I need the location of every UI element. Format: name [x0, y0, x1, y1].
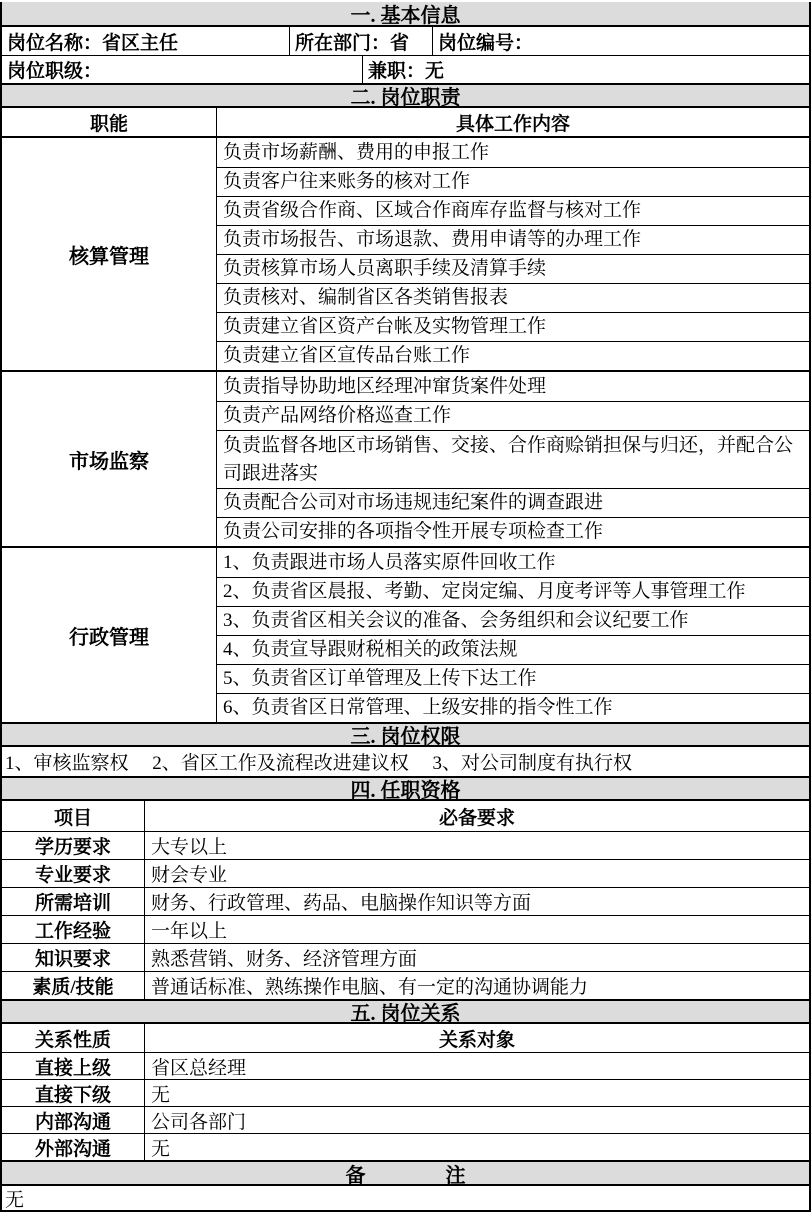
- qualifications-header-row: [2, 801, 809, 831]
- duty-item: 1、负责跟进市场人员落实原件回收工作: [223, 551, 556, 573]
- duty-group-administration: [2, 546, 809, 722]
- duty-item: 5、负责省区订单管理及上传下达工作: [217, 664, 809, 693]
- duty-item: 负责市场薪酬、费用的申报工作: [223, 141, 490, 163]
- rel-row-value: 无: [151, 1084, 171, 1106]
- section-title-duties: 二. 岗位职责: [2, 83, 809, 108]
- qual-row-label: 素质/技能: [2, 972, 145, 999]
- duty-item: 3、负责省区相关会议的准备、会务组织和会议纪要工作: [217, 606, 809, 635]
- qual-row-value: 熟悉营销、财务、经济管理方面: [151, 949, 418, 970]
- rel-row-label: 外部沟通: [2, 1134, 145, 1160]
- qualification-row: [2, 859, 809, 887]
- field-position-name: 岗位名称：省区主任: [7, 32, 179, 54]
- basic-info-row-2: [2, 55, 809, 83]
- duty-group-items: [217, 138, 809, 370]
- duty-item: 6、负责省区日常管理、上级安排的指令性工作: [217, 693, 809, 722]
- field-department: 所在部门：省: [289, 27, 432, 55]
- duty-item: 负责指导协助地区经理冲窜货案件处理: [223, 375, 547, 397]
- duty-item: 负责核对、编制省区各类销售报表: [217, 283, 809, 312]
- relation-row: [2, 1106, 809, 1133]
- qual-col-header-item: 项目: [2, 801, 145, 831]
- duty-item: 负责核算市场人员离职手续及清算手续: [217, 254, 809, 283]
- qualification-row: [2, 943, 809, 971]
- duty-item: 负责建立省区宣传品台账工作: [217, 341, 809, 370]
- job-description-table: [0, 2, 811, 1212]
- qual-row-value: 大专以上: [151, 837, 228, 858]
- duty-item: 负责监督各地区市场销售、交接、合作商赊销担保与归还，并配合公司跟进落实: [217, 430, 809, 488]
- rel-row-label: 直接下级: [2, 1080, 145, 1106]
- rel-row-label: 内部沟通: [2, 1107, 145, 1133]
- duty-group-label: 行政管理: [2, 548, 217, 722]
- qual-row-label: 工作经验: [2, 916, 145, 943]
- authority-row: [2, 747, 809, 776]
- field-position-rank: 岗位职级：: [7, 61, 103, 82]
- duty-item: 负责配合公司对市场违规违纪案件的调查跟进: [217, 488, 809, 517]
- qualification-row: [2, 971, 809, 999]
- field-position-code: 岗位编号：: [432, 27, 809, 55]
- relation-row: [2, 1052, 809, 1079]
- qual-row-value: 财会专业: [151, 865, 228, 886]
- qual-col-header-requirement: 必备要求: [438, 807, 515, 829]
- rel-row-value: 无: [151, 1138, 171, 1160]
- duty-item: 负责产品网络价格巡查工作: [217, 401, 809, 430]
- duty-group-items: [217, 548, 809, 722]
- duties-col-header-content: 具体工作内容: [455, 113, 570, 135]
- qualification-row: [2, 887, 809, 915]
- qual-row-label: 所需培训: [2, 888, 145, 915]
- rel-row-value: 省区总经理: [151, 1057, 247, 1079]
- duty-item: 负责建立省区资产台帐及实物管理工作: [217, 312, 809, 341]
- section-title-remarks: 备 注: [2, 1160, 809, 1186]
- section-title-authority: 三. 岗位权限: [2, 722, 809, 747]
- qual-row-label: 知识要求: [2, 944, 145, 971]
- relation-row: [2, 1079, 809, 1106]
- basic-info-row-1: [2, 27, 809, 55]
- qual-row-label: 专业要求: [2, 860, 145, 887]
- duty-item: 负责市场报告、市场退款、费用申请等的办理工作: [217, 225, 809, 254]
- duties-header-row: [2, 108, 809, 136]
- duty-group-items: [217, 372, 809, 546]
- rel-col-header-target: 关系对象: [438, 1029, 515, 1051]
- qual-row-label: 学历要求: [2, 832, 145, 859]
- qual-row-value: 一年以上: [151, 921, 228, 942]
- remarks-row: [2, 1186, 809, 1210]
- duty-item: 负责公司安排的各项指令性开展专项检查工作: [217, 517, 809, 546]
- qualification-row: [2, 915, 809, 943]
- duty-item: 负责客户往来账务的核对工作: [217, 167, 809, 196]
- duty-group-market-supervision: [2, 370, 809, 546]
- qualification-row: [2, 831, 809, 859]
- section-title-basic-info: 一. 基本信息: [2, 2, 809, 27]
- relations-header-row: [2, 1024, 809, 1052]
- duty-group-accounting: [2, 136, 809, 370]
- qual-row-value: 财务、行政管理、药品、电脑操作知识等方面: [151, 893, 532, 914]
- rel-row-value: 公司各部门: [151, 1111, 247, 1133]
- relation-row: [2, 1133, 809, 1160]
- duty-group-label: 市场监察: [2, 372, 217, 546]
- duty-group-label: 核算管理: [2, 138, 217, 370]
- rel-col-header-nature: 关系性质: [2, 1024, 145, 1052]
- field-concurrent-post: 兼职：无: [362, 56, 809, 83]
- section-title-qualifications: 四. 任职资格: [2, 776, 809, 801]
- qual-row-value: 普通话标准、熟练操作电脑、有一定的沟通协调能力: [151, 977, 589, 998]
- rel-row-label: 直接上级: [2, 1053, 145, 1079]
- duties-col-header-function: 职能: [2, 108, 217, 136]
- duty-item: 负责省级合作商、区域合作商库存监督与核对工作: [217, 196, 809, 225]
- duty-item: 4、负责宣导跟财税相关的政策法规: [217, 635, 809, 664]
- section-title-relations: 五. 岗位关系: [2, 999, 809, 1024]
- authority-content: 1、审核监察权 2、省区工作及流程改进建议权 3、对公司制度有执行权: [5, 753, 633, 774]
- duty-item: 2、负责省区晨报、考勤、定岗定编、月度考评等人事管理工作: [217, 577, 809, 606]
- remarks-content: 无: [5, 1189, 25, 1210]
